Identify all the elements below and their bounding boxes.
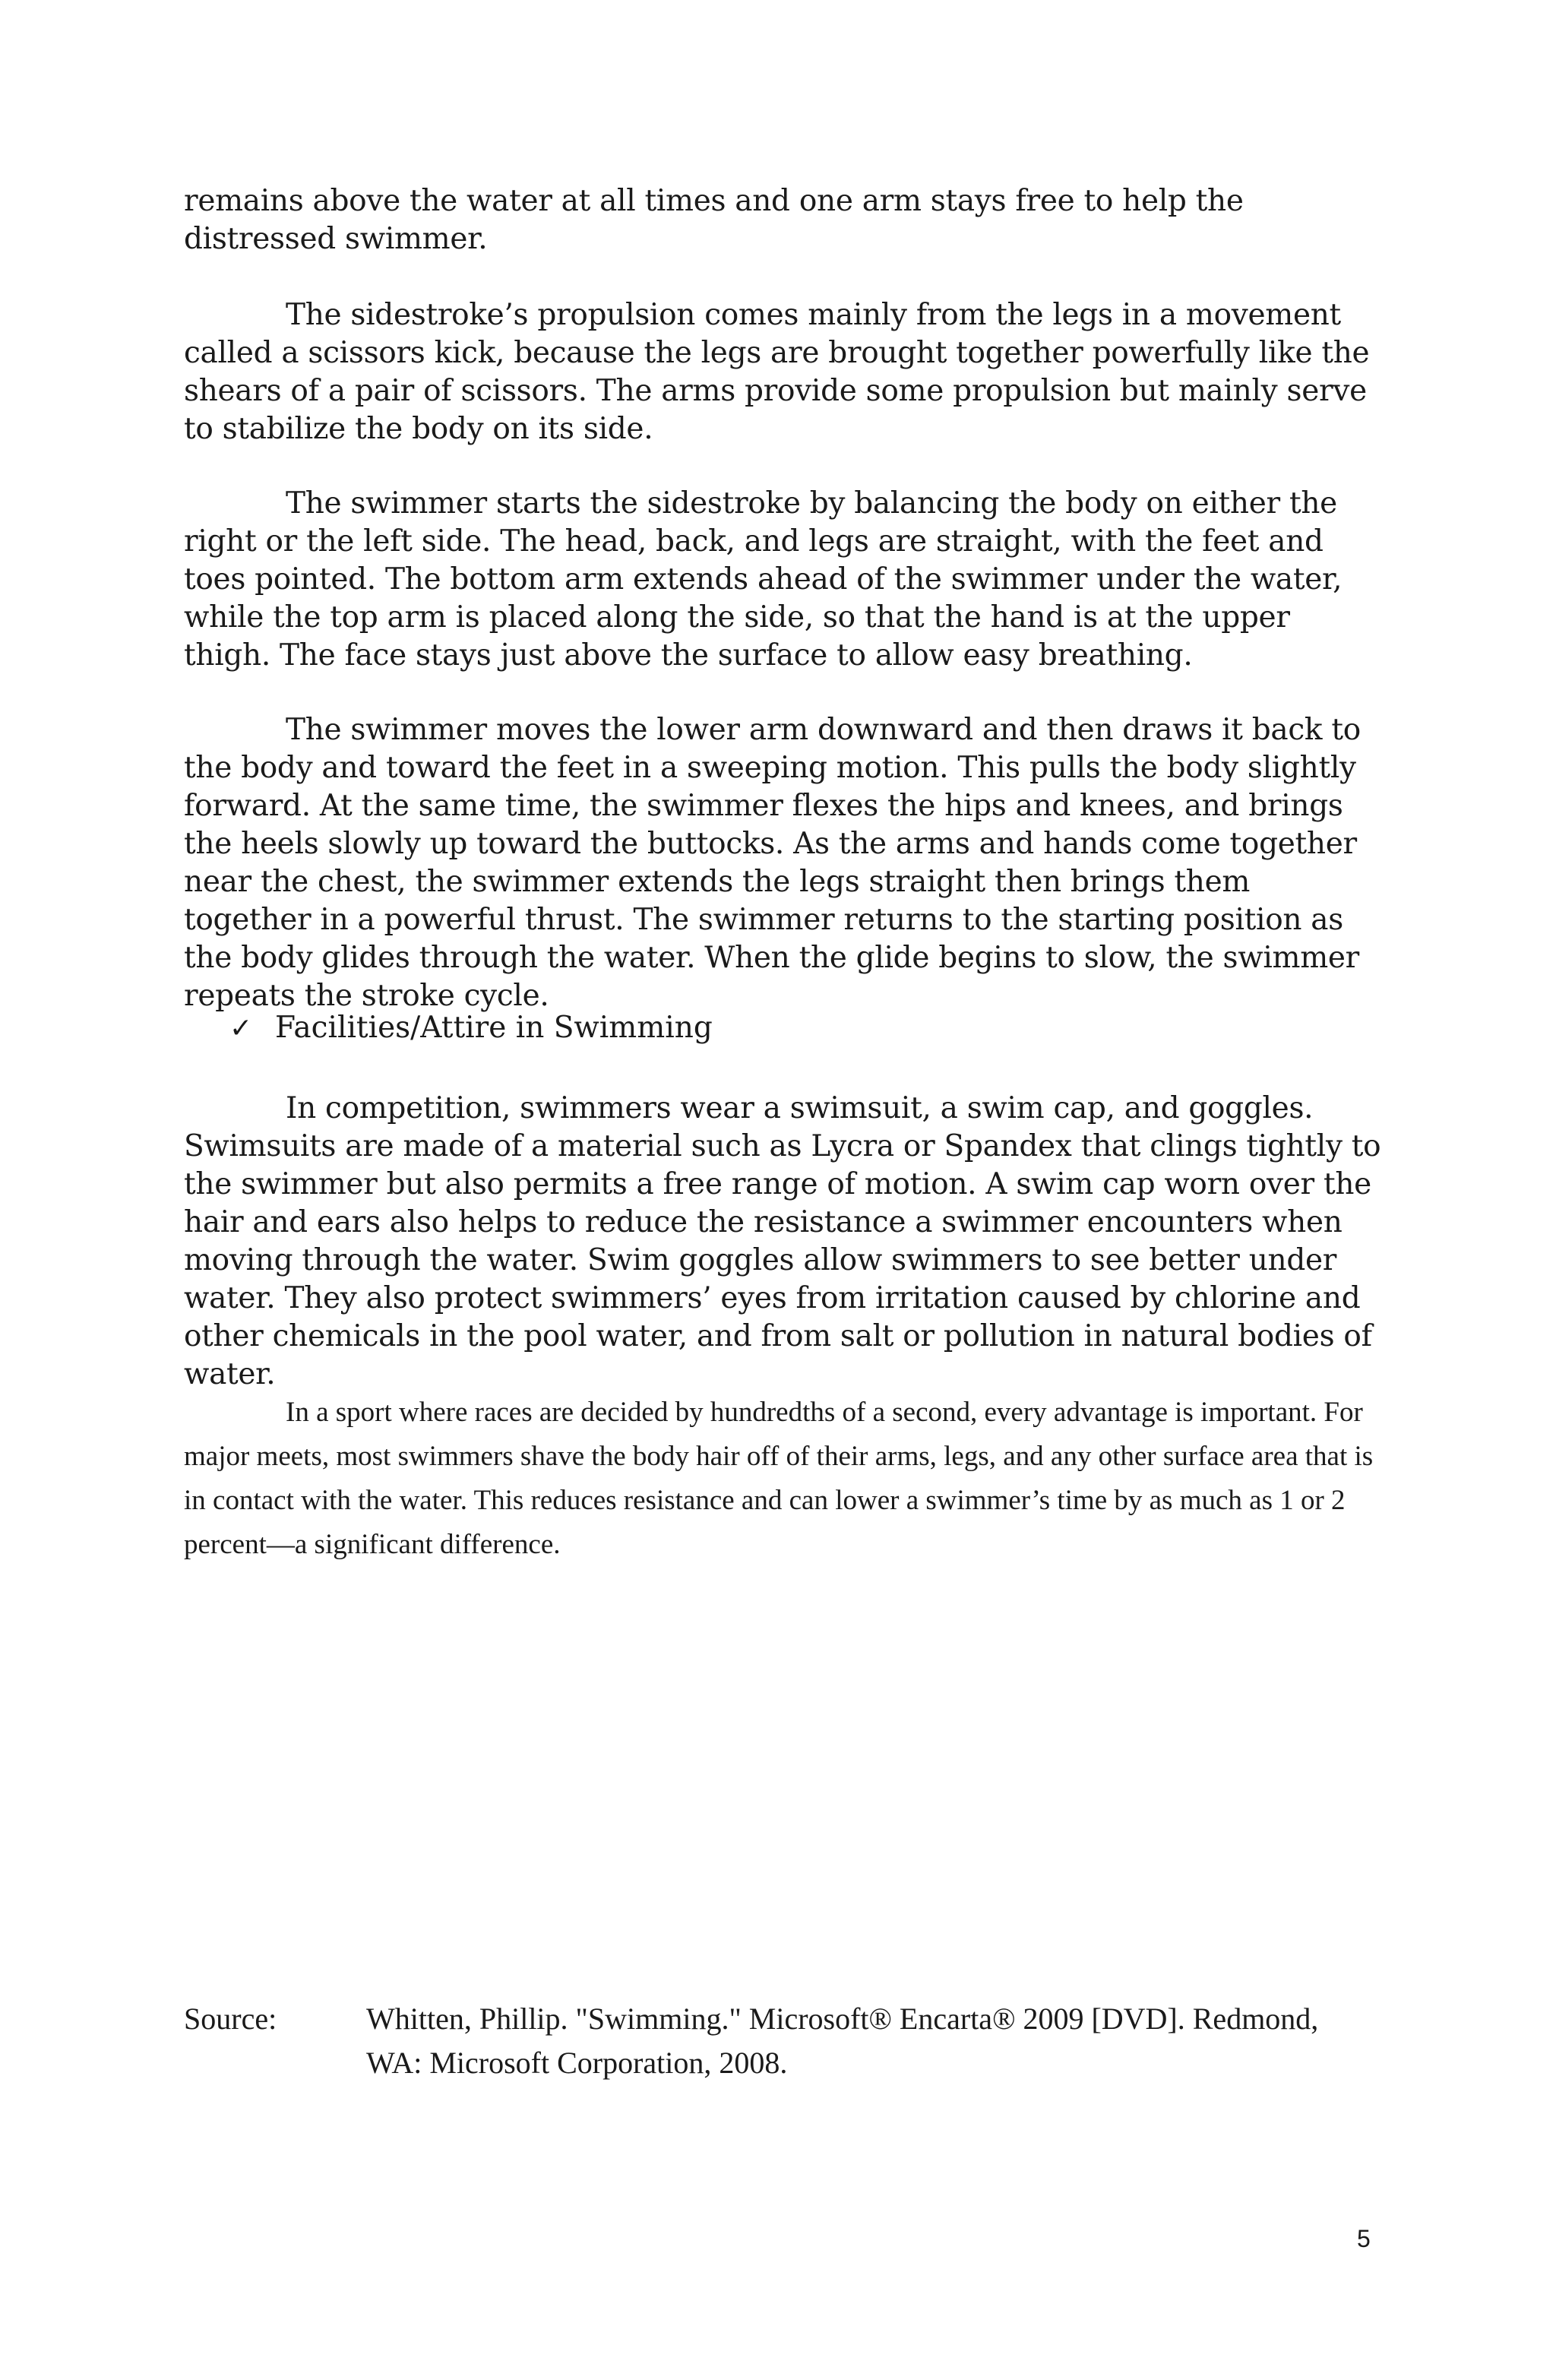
section-heading (229, 1009, 713, 1048)
section-heading-text: Facilities/Attire in Swimming (275, 1011, 713, 1045)
paragraph-shaving: In a sport where races are decided by hundredths of a second, every advantage is important. For major meets, most swimmers shave the body hair off of their arms, legs, and any other surface area that is in contact with the water. This reduces resistance and can lower a swimmer’s time by as much as 1 or 2 percent—a significant difference. (184, 1397, 1374, 1560)
paragraph-sidestroke-start: The swimmer starts the sidestroke by balancing the body on either the right or the left side. The head, back, and legs are straight, with the feet and toes pointed. The bottom arm extends ahead of the swimmer under the water, while the top arm is placed along the side, so that the hand is at the upper thigh. The face stays just above the surface to allow easy breathing. (184, 486, 1343, 673)
checkmark-icon: ✓ (229, 1013, 253, 1044)
page-number: 5 (1357, 2225, 1371, 2252)
source-text: Whitten, Phillip. "Swimming." Microsoft® Encarta® 2009 [DVD]. Redmond, WA: Microsoft Corporation, 2008. (366, 2002, 1319, 2080)
paragraph-sidestroke-propulsion: The sidestroke’s propulsion comes mainly from the legs in a movement called a scissors kick, because the legs are brought together powerfully like the shears of a pair of scissors. The arms provide some propulsion but mainly serve to stabilize the body on its side. (184, 298, 1370, 446)
paragraph-attire: In competition, swimmers wear a swimsuit, a swim cap, and goggles. Swimsuits are made of a material such as Lycra or Spandex that clings tightly to the swimmer but also permits a free range of motion. A swim cap worn over the hair and ears also helps to reduce the resistance a swimmer encounters when moving through the water. Swim goggles allow swimmers to see better under water. They also protect swimmers’ eyes from irritation caused by chlorine and other chemicals in the pool water, and from salt or pollution in natural bodies of water. (184, 1091, 1381, 1391)
paragraph-continuation: remains above the water at all times and one arm stays free to help the distressed swimmer. (184, 184, 1244, 256)
source-label: Source: (184, 2002, 277, 2036)
paragraph-stroke-cycle: The swimmer moves the lower arm downward and then draws it back to the body and toward the feet in a sweeping motion. This pulls the body slightly forward. At the same time, the swimmer flexes the hips and knees, and brings the heels slowly up toward the buttocks. As the arms and hands come together near the chest, the swimmer extends the legs straight then brings them together in a powerful thrust. The swimmer returns to the starting position as the body glides through the water. When the glide begins to slow, the swimmer repeats the stroke cycle. (184, 713, 1361, 1013)
